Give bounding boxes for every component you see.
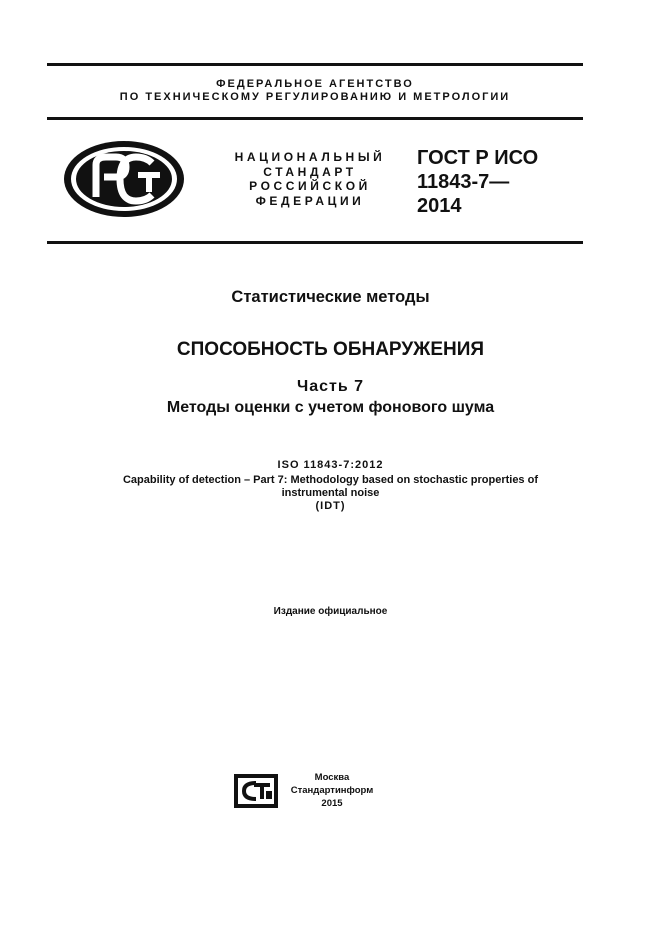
designation-line-3: 2014 — [417, 195, 462, 217]
designation-line-1: ГОСТ Р ИСО — [417, 147, 539, 169]
english-title-line-2: instrumental noise — [281, 487, 380, 499]
agency-name — [47, 78, 583, 104]
publisher-info — [284, 771, 380, 810]
standard-type — [215, 150, 405, 208]
part-title: Методы оценки с учетом фонового шума — [166, 399, 495, 416]
standard-rule — [47, 241, 583, 244]
standard-type-line-2: СТАНДАРТ — [263, 164, 357, 179]
gost-r-logo-icon — [62, 139, 186, 219]
idt-label: (IDT) — [315, 500, 346, 512]
subject-title: Статистические методы — [231, 288, 430, 306]
standard-type-line-1: НАЦИОНАЛЬНЫЙ — [234, 150, 386, 164]
iso-designation: ISO 11843-7:2012 — [277, 459, 384, 471]
publisher-year: 2015 — [321, 798, 343, 809]
publisher-city: Москва — [314, 772, 350, 783]
agency-line-1: ФЕДЕРАЛЬНОЕ АГЕНТСТВО — [216, 78, 414, 90]
header-rule — [47, 117, 583, 120]
standard-type-line-4: ФЕДЕРАЦИИ — [255, 193, 365, 208]
english-title-line-1: Capability of detection – Part 7: Methodology based on stochastic properties of — [122, 474, 538, 486]
standard-type-line-3: РОССИЙСКОЙ — [249, 179, 371, 193]
main-title: СПОСОБНОСТЬ ОБНАРУЖЕНИЯ — [176, 339, 485, 360]
standard-designation — [417, 146, 577, 218]
agency-line-2: ПО ТЕХНИЧЕСКОМУ РЕГУЛИРОВАНИЮ И МЕТРОЛОГИИ — [119, 91, 511, 103]
designation-line-2: 11843-7— — [417, 171, 510, 193]
part-number: Часть 7 — [296, 378, 365, 395]
publisher-name: Стандартинформ — [290, 785, 374, 796]
top-rule — [47, 63, 583, 66]
standartinform-logo-icon — [234, 774, 278, 808]
edition-label: Издание официальное — [273, 606, 388, 617]
